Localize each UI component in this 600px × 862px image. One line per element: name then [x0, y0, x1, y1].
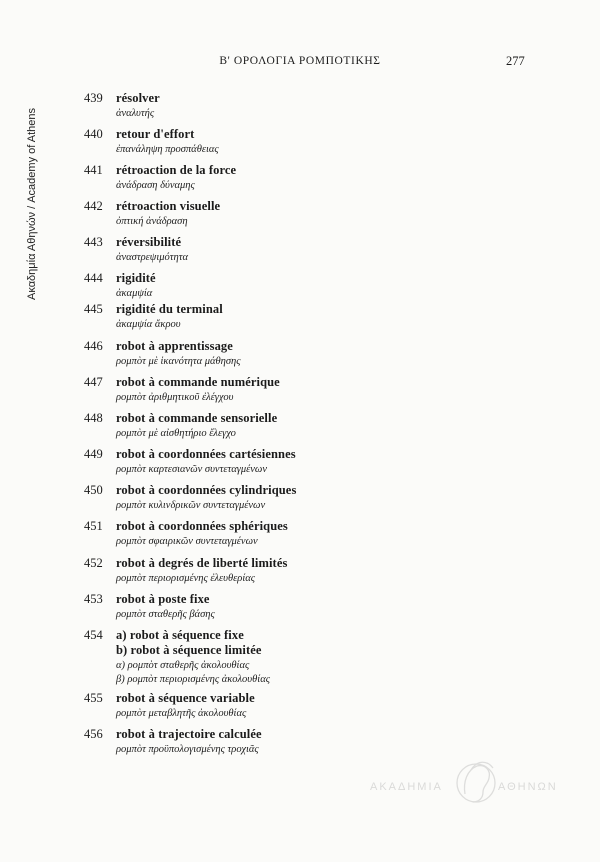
- entry-number: 455: [84, 691, 103, 705]
- greek-term: ὀπτική ἀνάδραση: [116, 216, 188, 227]
- greek-term: ρομπὸτ μεταβλητῆς ἀκολουθίας: [116, 708, 247, 719]
- french-term: robot à poste fixe: [116, 592, 210, 606]
- french-term: réversibilité: [116, 235, 182, 249]
- french-term: résolver: [116, 91, 160, 105]
- entry-number: 440: [84, 127, 103, 141]
- side-note: Ακαδημία Αθηνών / Academy of Athens: [26, 107, 38, 300]
- french-term: robot à degrés de liberté limités: [116, 556, 288, 570]
- entry-number: 451: [84, 519, 103, 533]
- greek-term: ἀναστρεψιμότητα: [116, 252, 188, 263]
- page-number: 277: [506, 54, 525, 68]
- greek-term: ρομπὸτ περιορισμένης ἐλευθερίας: [116, 573, 256, 584]
- greek-term: ἀνάδραση δύναμης: [116, 180, 195, 191]
- greek-term: ἀναλυτής: [116, 108, 155, 119]
- french-term: rétroaction de la force: [116, 163, 237, 177]
- entry-number: 449: [84, 447, 103, 461]
- entry-number: 441: [84, 163, 103, 177]
- french-term: robot à coordonnées cartésiennes: [116, 447, 296, 461]
- french-term: robot à trajectoire calculée: [116, 727, 262, 741]
- french-term: robot à commande sensorielle: [116, 411, 278, 425]
- entry-number: 445: [84, 302, 103, 316]
- greek-term: ρομπὸτ σφαιρικῶν συντεταγμένων: [116, 536, 258, 547]
- entry-number: 448: [84, 411, 103, 425]
- greek-term: ρομπὸτ σταθερῆς βάσης: [116, 609, 215, 620]
- greek-term: ἐπανάληψη προσπάθειας: [116, 144, 219, 155]
- entry-number: 444: [84, 271, 103, 285]
- french-term: rétroaction visuelle: [116, 199, 221, 213]
- french-term: rigidité: [116, 271, 156, 285]
- greek-term: ρομπὸτ καρτεσιανῶν συντεταγμένων: [116, 464, 268, 475]
- entry-number: 454: [84, 628, 103, 642]
- athena-head-icon: [453, 754, 499, 812]
- greek-term: ρομπὸτ μὲ αἰσθητήριο ἔλεγχο: [116, 428, 236, 439]
- entry-number: 453: [84, 592, 103, 606]
- entry-number: 443: [84, 235, 103, 249]
- watermark: [370, 768, 580, 818]
- entry-number: 446: [84, 339, 103, 353]
- watermark-right-text: ΑΘΗΝΩΝ: [498, 781, 558, 793]
- entry-number: 456: [84, 727, 103, 741]
- entry-number: 447: [84, 375, 103, 389]
- french-term: robot à commande numérique: [116, 375, 280, 389]
- greek-term: ρομπὸτ κυλινδρικῶν συντεταγμένων: [116, 500, 266, 511]
- greek-term: α) ρομπὸτ σταθερῆς ἀκολουθίας: [116, 660, 250, 671]
- greek-term: ρομπὸτ προϋπολογισμένης τροχιᾶς: [116, 744, 259, 755]
- greek-term: β) ρομπὸτ περιορισμένης ἀκολουθίας: [116, 674, 270, 685]
- greek-term: ἀκαμψία: [116, 288, 153, 299]
- greek-term: ρομπὸτ μὲ ἱκανότητα μάθησης: [116, 356, 241, 367]
- french-term: retour d'effort: [116, 127, 195, 141]
- entry-number: 442: [84, 199, 103, 213]
- french-term: robot à coordonnées cylindriques: [116, 483, 297, 497]
- greek-term: ἀκαμψία ἄκρου: [116, 319, 181, 330]
- entry-number: 452: [84, 556, 103, 570]
- french-term: robot à coordonnées sphériques: [116, 519, 288, 533]
- french-term: robot à apprentissage: [116, 339, 233, 353]
- watermark-left-text: ΑΚΑΔΗΜΙΑ: [370, 781, 443, 793]
- french-term: rigidité du terminal: [116, 302, 223, 316]
- french-term: b) robot à séquence limitée: [116, 643, 262, 657]
- french-term: robot à séquence variable: [116, 691, 255, 705]
- french-term: a) robot à séquence fixe: [116, 628, 244, 642]
- greek-term: ρομπὸτ ἀριθμητικοῦ ἐλέγχου: [116, 392, 234, 403]
- entry-number: 439: [84, 91, 103, 105]
- entry-number: 450: [84, 483, 103, 497]
- page-title: Β' ΟΡΟΛΟΓΙΑ ΡΟΜΠΟΤΙΚΗΣ: [219, 55, 381, 67]
- running-head: [0, 55, 600, 71]
